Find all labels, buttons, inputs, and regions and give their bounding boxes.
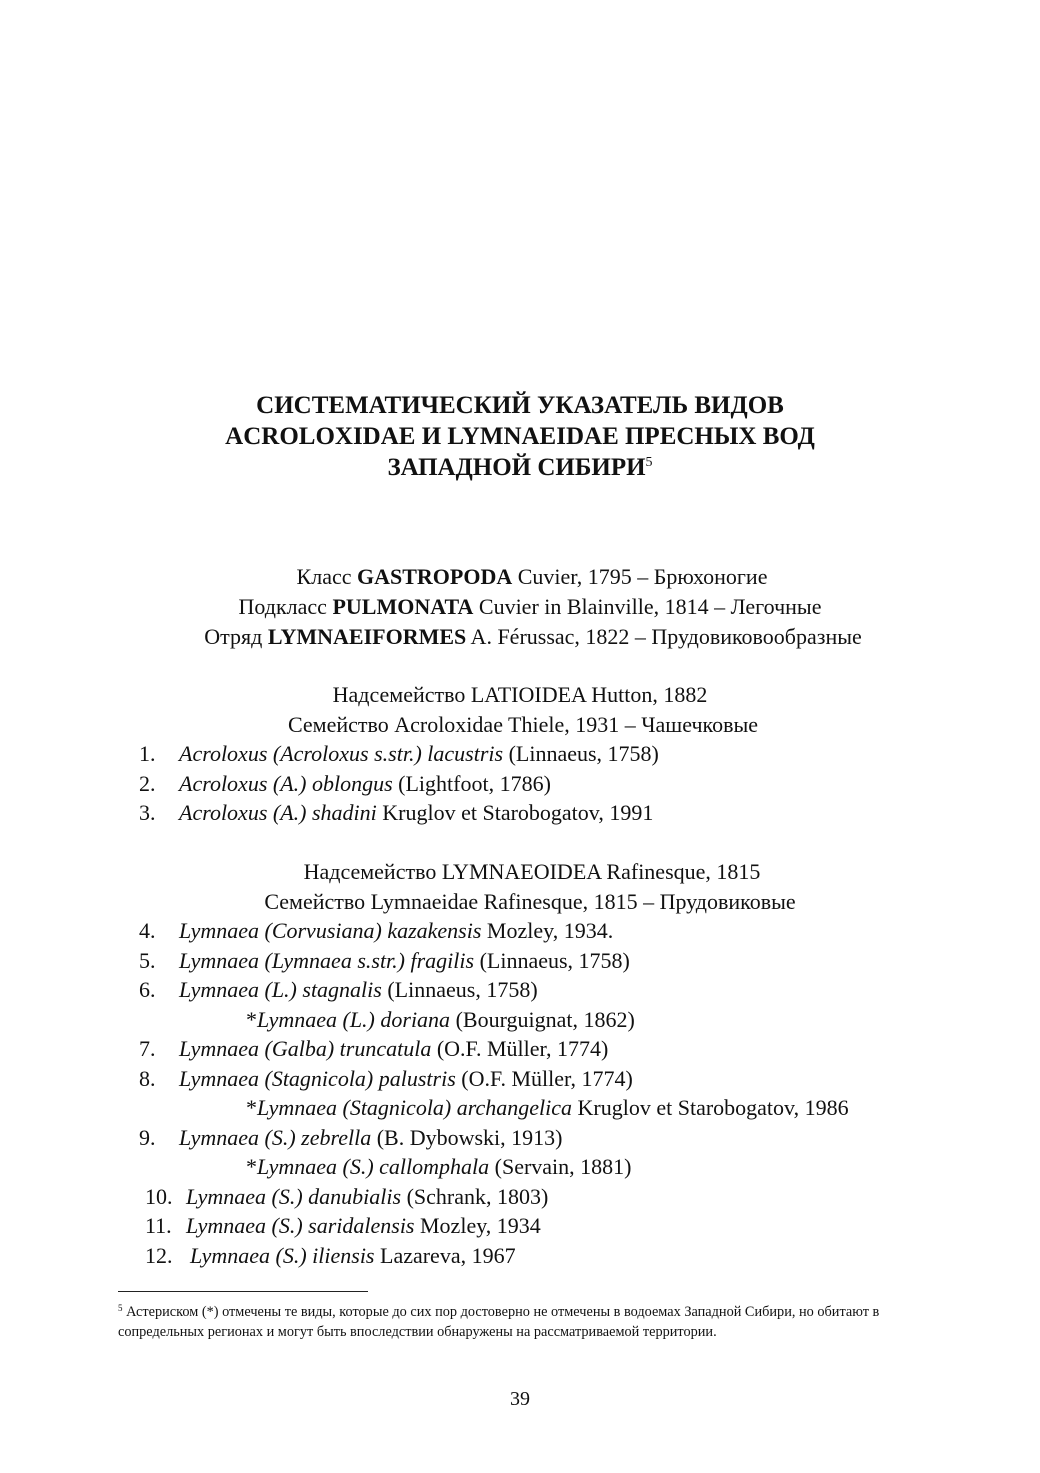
species-list-acroloxidae [0, 739, 1040, 828]
list-item: 1. Acroloxus (Acroloxus s.str.) lacustris (Linnaeus, 1758) [139, 741, 659, 766]
title-line-2: ACROLOXIDAE И LYMNAEIDAE ПРЕСНЫХ ВОД [225, 423, 815, 450]
family-acroloxidae: Семейство Acroloxidae Thiele, 1931 – Чашечковые [287, 712, 759, 737]
taxon-subclass: Подкласс PULMONATA Cuvier in Blainville, 1814 – Легочные [238, 594, 822, 619]
title-footnote-mark: 5 [645, 455, 653, 470]
list-item: 4. Lymnaea (Corvusiana) kazakensis Mozley, 1934. [139, 918, 614, 943]
taxonomy-header [0, 562, 1040, 652]
list-item: 8. Lymnaea (Stagnicola) palustris (O.F. Müller, 1774) [139, 1065, 633, 1091]
list-item: 3. Acroloxus (A.) shadini Kruglov et Starobogatov, 1991 [139, 800, 654, 825]
footnote-text: Астериском (*) отмечены те виды, которые до сих пор достоверно не отмечены в водоемах Западной Сибири, но обитают в сопредельных регионах и могут быть впоследствии обнаружены на рассматриваемой территории. [118, 1304, 880, 1340]
list-item-subspecies: *Lymnaea (Stagnicola) archangelica Kruglov et Starobogatov, 1986 [246, 1095, 849, 1120]
list-item: 10. Lymnaea (S.) danubialis (Schrank, 1803) [145, 1183, 549, 1209]
list-item: 12. Lymnaea (S.) iliensis Lazareva, 1967 [145, 1242, 516, 1268]
species-list-lymnaeidae [0, 916, 1040, 1270]
list-item-subspecies: *Lymnaea (S.) callomphala (Servain, 1881) [246, 1154, 632, 1179]
list-item-subspecies: *Lymnaea (L.) doriana (Bourguignat, 1862) [246, 1006, 635, 1032]
list-item: 6. Lymnaea (L.) stagnalis (Linnaeus, 1758) [139, 977, 538, 1002]
title-line-1: СИСТЕМАТИЧЕСКИЙ УКАЗАТЕЛЬ ВИДОВ [256, 392, 784, 419]
list-item: 5. Lymnaea (Lymnaea s.str.) fragilis (Linnaeus, 1758) [139, 947, 630, 973]
taxon-class: Класс GASTROPODA Cuvier, 1795 – Брюхоногие [296, 564, 768, 589]
footnote-mark: 5 [118, 1303, 123, 1313]
superfamily-latioidea: Надсемейство LATIOIDEA Hutton, 1882 [332, 682, 708, 707]
title-line-3: ЗАПАДНОЙ СИБИРИ$^5$ [387, 454, 653, 481]
superfamily-lymnaeoidea: Надсемейство LYMNAEOIDEA Rafinesque, 1815 [303, 859, 761, 884]
list-item: 11. Lymnaea (S.) saridalensis Mozley, 1934 [145, 1213, 541, 1238]
list-item: 2. Acroloxus (A.) oblongus (Lightfoot, 1786) [139, 770, 551, 796]
family-lymnaeidae: Семейство Lymnaeidae Rafinesque, 1815 – Прудовиковые [264, 889, 796, 914]
page-number: 39 [510, 1388, 530, 1410]
footnote-divider [118, 1291, 368, 1292]
list-item: 9. Lymnaea (S.) zebrella (B. Dybowski, 1913) [139, 1124, 563, 1150]
taxon-order: Отряд LYMNAEIFORMES A. Férussac, 1822 – Прудовиковообразные [204, 624, 862, 649]
page-title [0, 390, 1040, 483]
list-item: 7. Lymnaea (Galba) truncatula (O.F. Müller, 1774) [139, 1036, 609, 1061]
footnote [118, 1302, 938, 1342]
